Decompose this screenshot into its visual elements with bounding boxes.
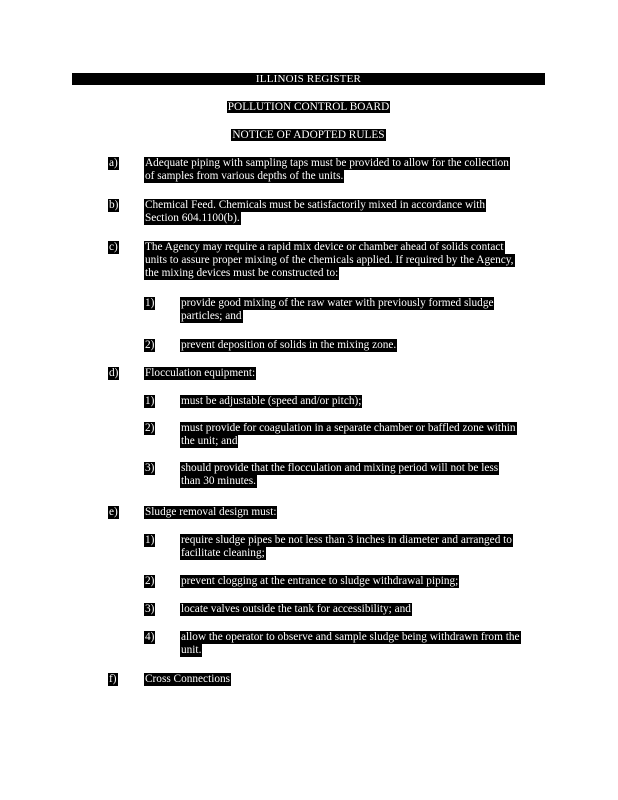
item-e4-text [180, 631, 521, 657]
register-header-bar [72, 73, 545, 85]
item-d3-text [180, 462, 499, 488]
item-f-label: f) [109, 673, 117, 685]
text-line: of samples from various depths of the units. [145, 170, 344, 182]
text-line: Section 604.1100(b). [145, 212, 240, 224]
text-line: units to assure proper mixing of the chemicals applied. If required by the Agency, [145, 254, 514, 266]
item-c2-text [180, 339, 397, 352]
item-d2-label: 2) [145, 422, 155, 434]
item-d-label: d) [109, 367, 119, 379]
item-e4-label: 4) [145, 631, 155, 643]
text-line: Cross Connections [145, 673, 231, 685]
text-line: allow the operator to observe and sample sludge being withdrawn from the [181, 631, 520, 643]
item-d1-text [180, 395, 362, 408]
item-e3-label: 3) [145, 603, 155, 615]
text-line: prevent clogging at the entrance to sludge withdrawal piping; [181, 575, 459, 587]
board-title: POLLUTION CONTROL BOARD [227, 101, 390, 113]
item-c-text [144, 241, 515, 280]
item-c2-label: 2) [145, 339, 155, 351]
item-c1-text [180, 297, 494, 323]
item-b-text [144, 199, 486, 225]
notice-title: NOTICE OF ADOPTED RULES [232, 129, 385, 141]
item-e1-text [180, 534, 513, 560]
text-line: Sludge removal design must: [145, 506, 277, 518]
text-line: than 30 minutes. [181, 475, 256, 487]
item-e1-label: 1) [145, 534, 155, 546]
item-d3-label: 3) [145, 462, 155, 474]
text-line: facilitate cleaning; [181, 547, 265, 559]
item-b-label: b) [109, 199, 119, 211]
text-line: The Agency may require a rapid mix device or chamber ahead of solids contact [145, 241, 504, 253]
item-d2-text [180, 422, 517, 448]
item-a-label: a) [109, 157, 118, 169]
text-line: unit. [181, 644, 202, 656]
register-title: ILLINOIS REGISTER [255, 73, 362, 85]
text-line: locate valves outside the tank for accessibility; and [181, 603, 411, 615]
text-line: the mixing devices must be constructed to: [145, 267, 339, 279]
item-e-text [144, 506, 277, 519]
item-c-label: c) [109, 241, 118, 253]
item-a-text [144, 157, 510, 183]
text-line: Flocculation equipment: [145, 367, 256, 379]
text-line: prevent deposition of solids in the mixing zone. [181, 339, 397, 351]
text-line: must be adjustable (speed and/or pitch); [181, 395, 362, 407]
item-d1-label: 1) [145, 395, 155, 407]
item-f-text [144, 673, 231, 686]
text-line: particles; and [181, 310, 242, 322]
item-d-text [144, 367, 256, 380]
text-line: should provide that the flocculation and mixing period will not be less [181, 462, 499, 474]
text-line: must provide for coagulation in a separate chamber or baffled zone within [181, 422, 516, 434]
item-e2-text [180, 575, 459, 588]
item-e-label: e) [109, 506, 118, 518]
text-line: require sludge pipes be not less than 3 inches in diameter and arranged to [181, 534, 512, 546]
item-e3-text [180, 603, 412, 616]
item-e2-label: 2) [145, 575, 155, 587]
text-line: the unit; and [181, 435, 238, 447]
text-line: provide good mixing of the raw water with previously formed sludge [181, 297, 494, 309]
text-line: Chemical Feed. Chemicals must be satisfactorily mixed in accordance with [145, 199, 486, 211]
item-c1-label: 1) [145, 297, 155, 309]
text-line: Adequate piping with sampling taps must be provided to allow for the collection [145, 157, 509, 169]
